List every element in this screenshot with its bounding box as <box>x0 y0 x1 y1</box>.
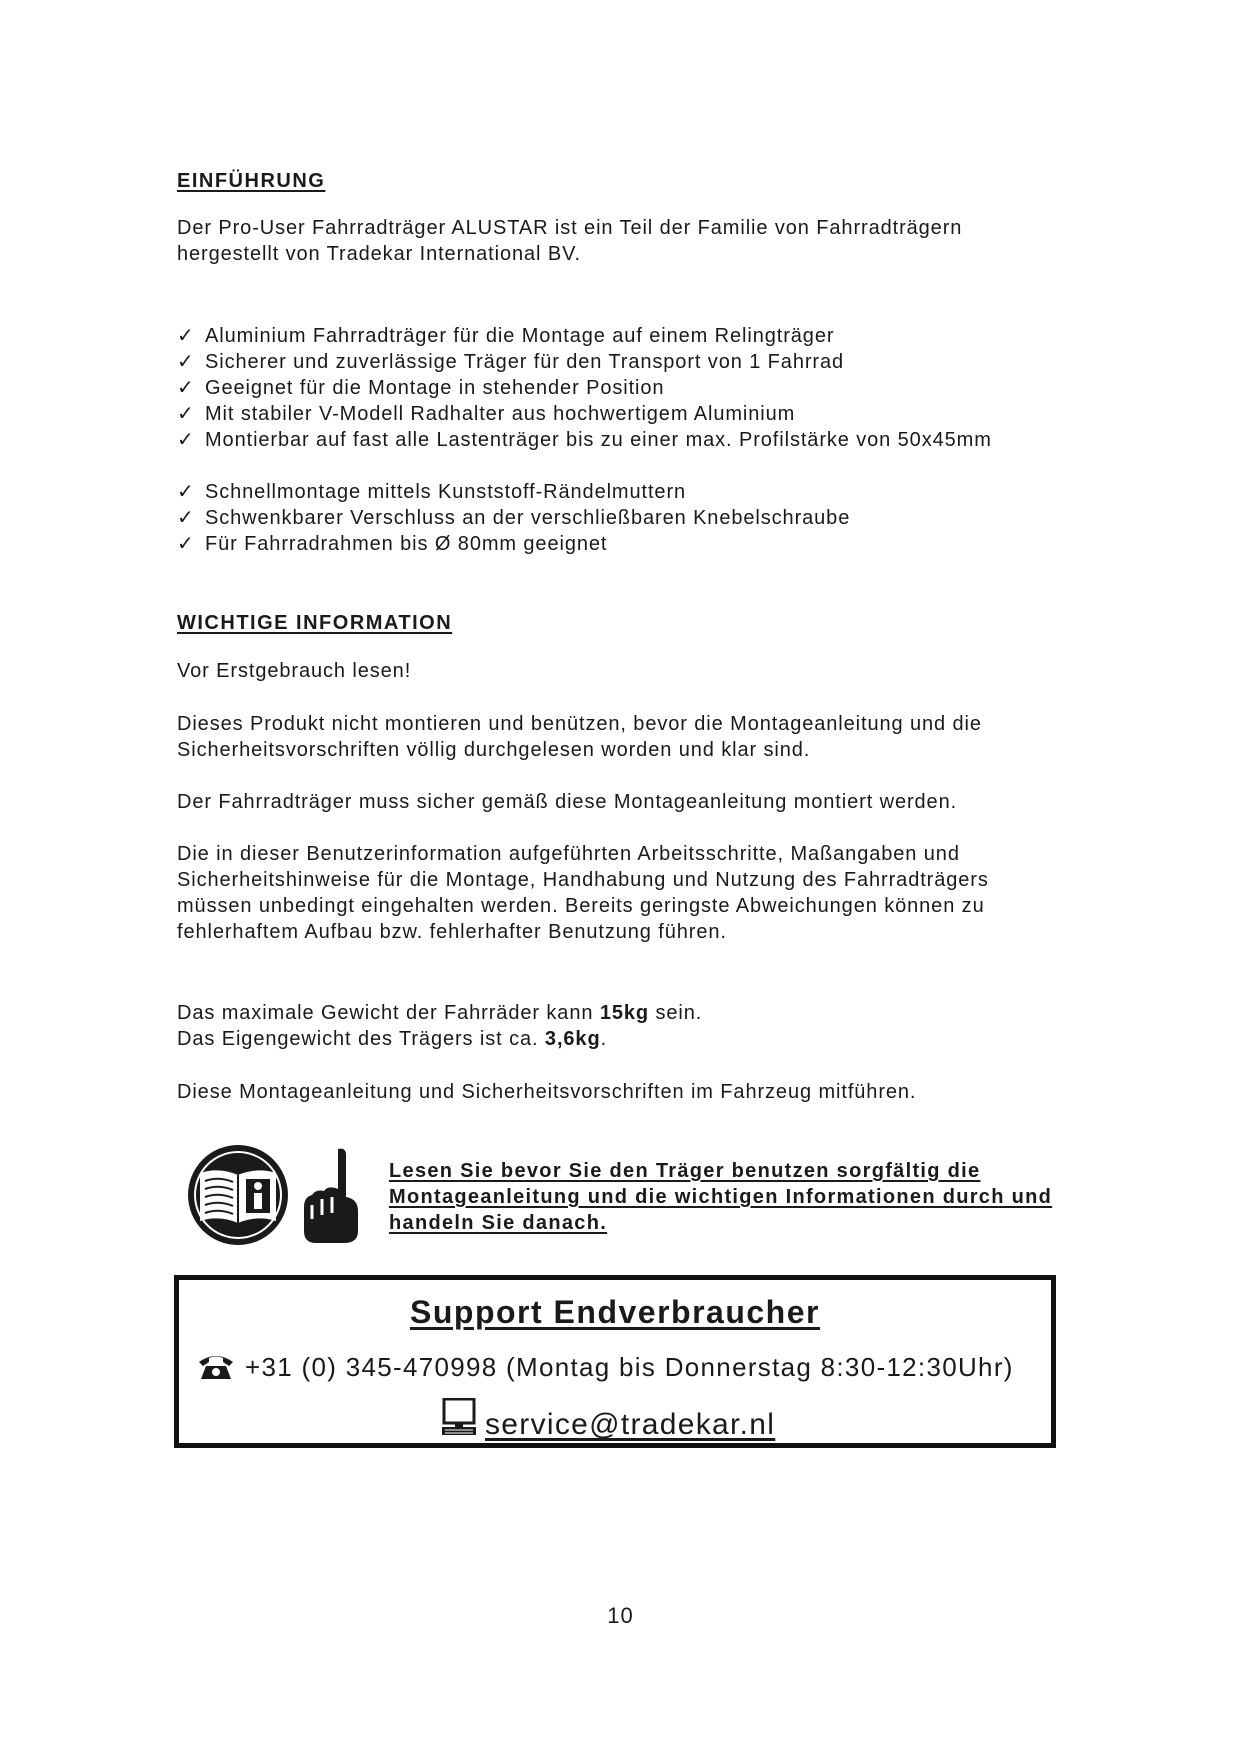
check-icon: ✓ <box>177 351 195 373</box>
list-item: ✓ Schnellmontage mittels Kunststoff-Rändelmuttern <box>177 481 687 503</box>
info-paragraph: Der Fahrradträger muss sicher gemäß diese Montageanleitung montiert werden. <box>177 791 958 813</box>
weight-info: Das maximale Gewicht der Fahrräder kann 15kg sein. Das Eigengewicht des Trägers ist ca. 3,6kg. <box>177 1002 703 1050</box>
page-number: 10 <box>607 1603 634 1628</box>
email-link[interactable]: service@tradekar.nl <box>485 1408 776 1441</box>
computer-icon <box>441 1398 477 1436</box>
support-phone <box>197 1352 1014 1383</box>
check-icon: ✓ <box>177 325 195 347</box>
read-manual-notice <box>186 1143 1086 1253</box>
info-heading: WICHTIGE INFORMATION <box>177 612 453 634</box>
support-box <box>174 1275 1056 1448</box>
list-item: ✓ Montierbar auf fast alle Lastenträger bis zu einer max. Profilstärke von 50x45mm <box>177 429 992 451</box>
notice-text: Lesen Sie bevor Sie den Träger benutzen sorgfältig die Montageanleitung und die wichtigen Informationen durch und handeln Sie danach. <box>389 1160 1053 1234</box>
check-icon: ✓ <box>177 377 195 399</box>
bike-weight-value: 15kg <box>599 1002 650 1024</box>
check-icon: ✓ <box>177 403 195 425</box>
rack-weight-value: 3,6kg <box>544 1028 601 1050</box>
support-title: Support Endverbraucher <box>410 1294 820 1330</box>
info-paragraph: Dieses Produkt nicht montieren und benützen, bevor die Montageanleitung und die Sicherheitsvorschriften völlig durchgelesen worden und klar sind. <box>177 713 982 761</box>
info-paragraph: Die in dieser Benutzerinformation aufgeführten Arbeitsschritte, Maßangaben und Sicherheitshinweise für die Montage, Handhabung und Nutzung des Fahrradträgers müssen unbedingt eingehalten werden. Bereits geringste Abweichungen können zu fehlerhaftem Aufbau bzw. fehlerhafter Benutzung führen. <box>177 843 989 943</box>
list-item: ✓ Sicherer und zuverlässige Träger für den Transport von 1 Fahrrad <box>177 351 845 373</box>
phone-icon <box>197 1352 235 1380</box>
read-manual-icon <box>186 1143 290 1247</box>
check-icon: ✓ <box>177 481 195 503</box>
feature-list <box>177 323 1025 557</box>
phone-number: +31 (0) 345-470998 (Montag bis Donnerstag 8:30-12:30Uhr) <box>245 1352 1014 1382</box>
info-paragraph: Diese Montageanleitung und Sicherheitsvorschriften im Fahrzeug mitführen. <box>177 1081 917 1103</box>
list-item: ✓ Geeignet für die Montage in stehender Position <box>177 377 665 399</box>
list-item: ✓ Schwenkbarer Verschluss an der verschließbaren Knebelschraube <box>177 507 851 529</box>
check-icon: ✓ <box>177 429 195 451</box>
support-email <box>441 1398 775 1442</box>
check-icon: ✓ <box>177 533 195 555</box>
check-icon: ✓ <box>177 507 195 529</box>
info-paragraph: Vor Erstgebrauch lesen! <box>177 660 412 682</box>
pointing-hand-icon <box>298 1145 362 1245</box>
intro-paragraph: Der Pro-User Fahrradträger ALUSTAR ist ein Teil der Familie von Fahrradträgern hergestellt von Tradekar International BV. <box>177 217 963 265</box>
list-item: ✓ Für Fahrradrahmen bis Ø 80mm geeignet <box>177 533 608 555</box>
intro-heading: EINFÜHRUNG <box>177 170 326 192</box>
list-item: ✓ Mit stabiler V-Modell Radhalter aus hochwertigem Aluminium <box>177 403 796 425</box>
list-item: ✓ Aluminium Fahrradträger für die Montage auf einem Relingträger <box>177 325 835 347</box>
